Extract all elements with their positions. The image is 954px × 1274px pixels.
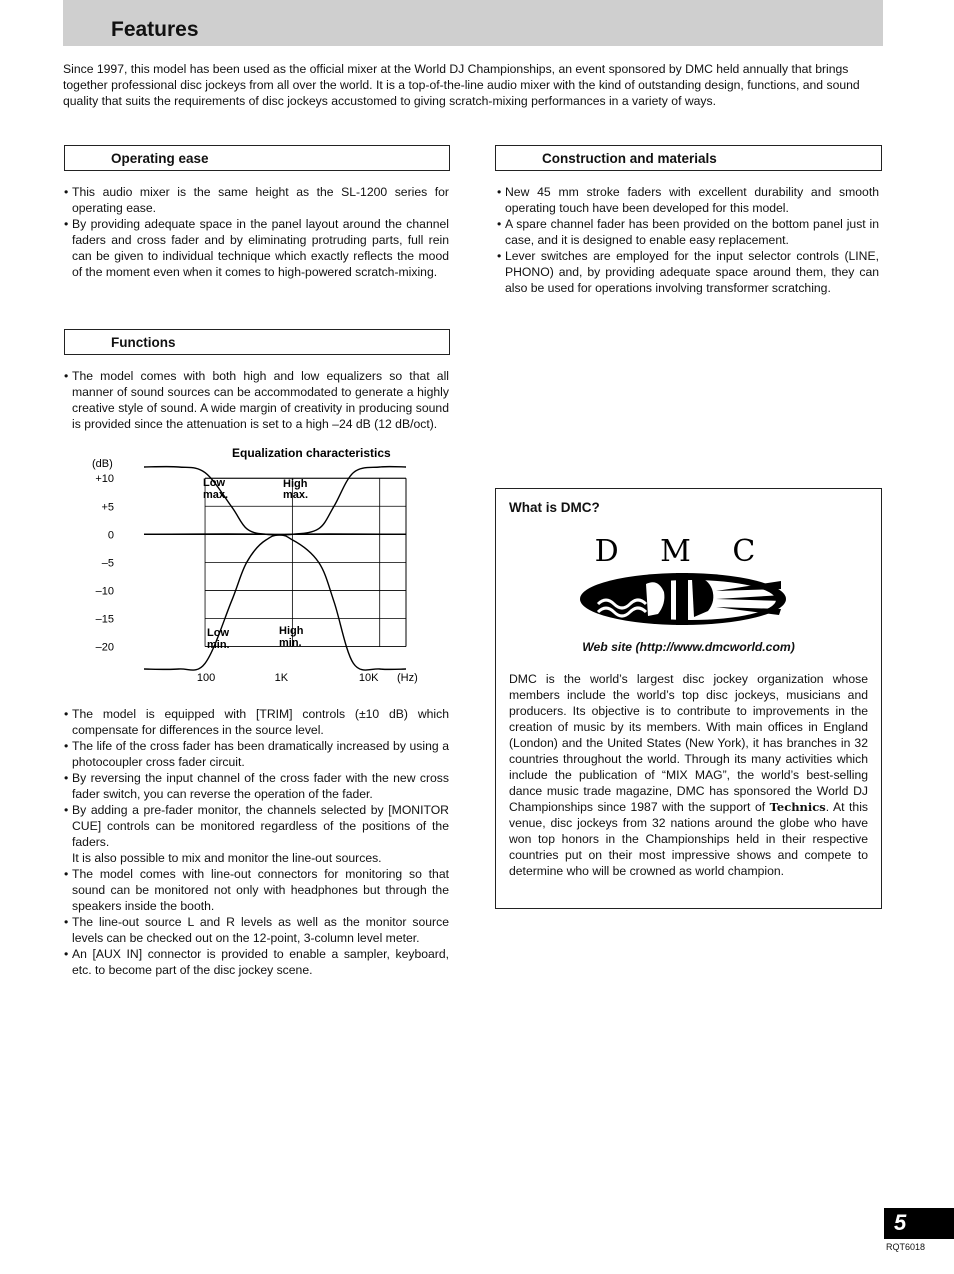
list-item: • By providing adequate space in the panel layout around the channel faders and cross fader and by eliminating protruding parts, full rein can be given to individual technique which exactly reflects the mood of the moment even when it comes to high-powered scratch-mixing. bbox=[64, 216, 449, 280]
dmc-body-text: DMC is the world’s largest disc jockey organization whose members include the world’s top disc jockeys, musicians and producers. Its objective is to contribute to improvements in the creation of music by its members. With main offices in England (London) and the United States (New York), it has branches in 32 countries throughout the world. Through its many activities which include the publication of “MIX MAG”, the world’s best-selling dance music trade magazine, DMC has sponsored the World DJ Championships since 1987 with the support of bbox=[509, 672, 868, 814]
dmc-info-box bbox=[495, 488, 882, 909]
chart-grid bbox=[205, 478, 406, 646]
x-tick-label: 1K bbox=[274, 672, 289, 684]
list-item: • By reversing the input channel of the cross fader with the new cross fader switch, you can reverse the operation of the fader. bbox=[64, 770, 449, 802]
label-high-max-1: High bbox=[283, 478, 308, 490]
dmc-logo-letters: D M C bbox=[594, 534, 772, 569]
functions-heading-box bbox=[64, 329, 450, 355]
dmc-body-text-2: . At this venue, disc jockeys from 32 nations around the globe who have won top honors in the Championships held in their respective countries put on their most impressive shows and compete to determine who will be crowned as world champion. bbox=[509, 800, 868, 878]
y-tick-label: –20 bbox=[95, 641, 114, 654]
page-number-box bbox=[884, 1208, 954, 1239]
y-tick-label: 0 bbox=[107, 529, 114, 542]
label-low-max-1: Low bbox=[203, 477, 225, 489]
list-item: • The model is equipped with [TRIM] controls (±10 dB) which compensate for differences in the source level. bbox=[64, 706, 449, 738]
list-item: It is also possible to mix and monitor the line-out sources. bbox=[72, 851, 382, 865]
x-tick-labels bbox=[197, 672, 379, 684]
intro-paragraph: Since 1997, this model has been used as the official mixer at the World DJ Championships, an event sponsored by DMC held annually that brings together professional disc jockeys from all over the world. It is a top-of-the-line audio mixer with the kind of outstanding design, functions, and sound quality that suits the requirements of disc jockeys accustomed to giving scratch-mixing performances in a variety of ways. bbox=[63, 62, 860, 108]
x-tick-label: 10K bbox=[358, 672, 379, 684]
curve-high-min bbox=[144, 534, 406, 670]
y-unit-label: (dB) bbox=[92, 458, 113, 470]
document-code: RQT6018 bbox=[886, 1242, 926, 1252]
construction-list bbox=[497, 184, 879, 296]
list-item: • New 45 mm stroke faders with excellent durability and smooth operating touch have been developed for this model. bbox=[497, 184, 879, 216]
list-item: • An [AUX IN] connector is provided to enable a sampler, keyboard, etc. to become part of the disc jockey scene. bbox=[64, 946, 449, 978]
page-number: 5 bbox=[894, 1210, 907, 1235]
page-title: Features bbox=[111, 18, 199, 41]
label-high-max-2: max. bbox=[283, 489, 309, 501]
equalization-chart bbox=[86, 440, 436, 690]
curve-low-max bbox=[144, 467, 406, 535]
functions-heading: Functions bbox=[111, 335, 176, 350]
label-low-max-2: max. bbox=[203, 489, 229, 501]
dmc-logo bbox=[576, 529, 791, 629]
title-banner bbox=[63, 0, 883, 46]
curve-low-min bbox=[144, 534, 406, 670]
x-tick-label: 100 bbox=[196, 672, 216, 684]
list-item: • The life of the cross fader has been dramatically increased by using a photocoupler cross fader circuit. bbox=[64, 738, 449, 770]
x-unit-label: (Hz) bbox=[397, 672, 418, 684]
y-tick-label: –10 bbox=[95, 585, 114, 598]
label-low-min-1: Low bbox=[207, 627, 229, 639]
functions-list-bottom bbox=[64, 706, 449, 978]
label-low-min-2: min. bbox=[207, 639, 230, 651]
y-tick-label: –15 bbox=[95, 613, 114, 626]
operating-ease-heading: Operating ease bbox=[111, 151, 209, 166]
dmc-heading: What is DMC? bbox=[509, 500, 600, 515]
y-tick-label: +10 bbox=[95, 473, 114, 486]
list-item: • The line-out source L and R levels as well as the monitor source levels can be checked out on the 12-point, 3-column level meter. bbox=[64, 914, 449, 946]
list-item: • This audio mixer is the same height as the SL-1200 series for operating ease. bbox=[64, 184, 449, 216]
list-item: • The model comes with line-out connectors for monitoring so that sound can be monitored not only with headphones but through the speakers inside the booth. bbox=[64, 866, 449, 914]
construction-heading: Construction and materials bbox=[542, 151, 717, 166]
logo-center-bar bbox=[676, 573, 688, 625]
list-item: • Lever switches are employed for the input selector controls (LINE, PHONO) and, by providing adequate space around them, they can also be used for operations involving transformer scratching. bbox=[497, 248, 879, 296]
curve-high-max bbox=[144, 467, 406, 535]
technics-brand: Technics bbox=[769, 800, 826, 814]
chart-title: Equalization characteristics bbox=[232, 446, 391, 460]
list-item: • The model comes with both high and low equalizers so that all manner of sound sources can be accommodated to generate a highly creative style of sound. A wide margin of creativity in producing sound is provided since the attenuation is set to a high –24 dB (12 dB/oct). bbox=[64, 368, 449, 432]
label-high-min-2: min. bbox=[279, 637, 302, 649]
list-item: • A spare channel fader has been provided on the bottom panel just in case, and it is designed to enable easy replacement. bbox=[497, 216, 879, 248]
label-high-min-1: High bbox=[279, 625, 304, 637]
y-tick-labels bbox=[95, 473, 114, 653]
y-tick-label: +5 bbox=[101, 501, 114, 514]
dmc-website: Web site (http://www.dmcworld.com) bbox=[582, 640, 795, 654]
list-item: • By adding a pre-fader monitor, the channels selected by [MONITOR CUE] controls can be monitored regardless of the positions of the faders. bbox=[64, 802, 449, 850]
construction-heading-box bbox=[495, 145, 882, 171]
dmc-body bbox=[509, 671, 868, 879]
operating-ease-list bbox=[64, 184, 449, 280]
operating-ease-heading-box bbox=[64, 145, 450, 171]
functions-list-top bbox=[64, 368, 449, 432]
y-tick-label: –5 bbox=[101, 557, 114, 570]
chart-curves bbox=[144, 467, 406, 670]
